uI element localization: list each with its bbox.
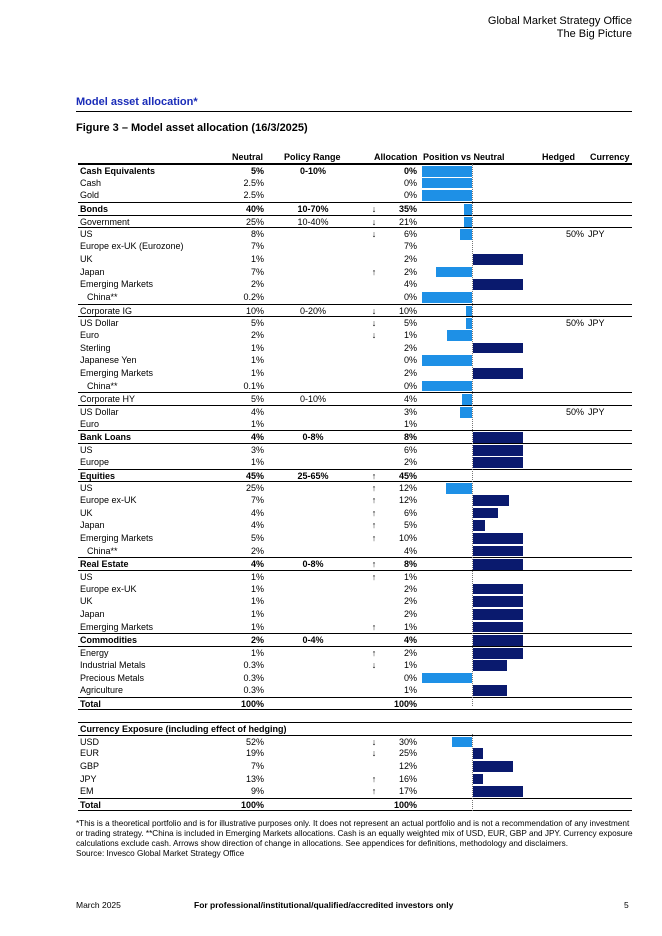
position-bar (447, 330, 472, 341)
allocation-neutral: 4% (250, 520, 264, 531)
allocation-allocation: 1% (403, 572, 417, 582)
allocation-allocation: 12% (398, 494, 417, 505)
allocation-allocation: 6% (403, 445, 417, 456)
position-bar (473, 685, 507, 696)
allocation-label: Sterling (80, 342, 111, 353)
allocation-label: Emerging Markets (80, 532, 154, 543)
allocation-neutral: 0.3% (243, 672, 264, 683)
allocation-allocation: 8% (403, 432, 417, 443)
allocation-row (78, 469, 632, 482)
allocation-label: Industrial Metals (80, 659, 146, 670)
position-bar (422, 381, 472, 392)
allocation-allocation: 2% (403, 648, 417, 659)
allocation-range: 0-4% (302, 635, 324, 646)
allocation-allocation: 8% (403, 559, 417, 570)
allocation-row (78, 519, 632, 532)
allocation-label: Emerging Markets (80, 621, 154, 632)
allocation-row (78, 380, 632, 393)
allocation-hedged: 50% (565, 407, 584, 418)
col-allocation: Allocation (374, 152, 418, 162)
allocation-allocation: 7% (403, 241, 417, 252)
allocation-row (78, 329, 632, 342)
fx-label: JPY (80, 773, 97, 784)
allocation-label: Euro (80, 329, 100, 340)
allocation-allocation: 35% (398, 204, 417, 215)
allocation-range: 25-65% (297, 470, 329, 481)
allocation-label: China** (87, 291, 118, 302)
neutral-axis (472, 164, 473, 706)
position-bar (422, 355, 472, 366)
allocation-label: US (80, 445, 93, 456)
fx-row (78, 760, 632, 773)
allocation-allocation: 2% (403, 583, 417, 594)
allocation-allocation: 4% (403, 635, 417, 646)
allocation-row (78, 227, 632, 240)
fx-neutral: 52% (245, 736, 264, 747)
arrow-icon: ↑ (371, 520, 377, 531)
position-bar (473, 761, 513, 772)
allocation-label: Equities (80, 470, 116, 481)
position-bar (473, 584, 523, 595)
position-bar (422, 190, 472, 201)
allocation-range: 0-10% (299, 394, 326, 405)
allocation-label: Emerging Markets (80, 368, 154, 378)
allocation-row (78, 684, 632, 697)
allocation-neutral: 2% (250, 545, 264, 556)
allocation-label: China** (87, 545, 118, 556)
allocation-neutral: 5% (250, 166, 264, 176)
position-bar (473, 508, 498, 519)
allocation-row (78, 595, 632, 608)
allocation-neutral: 0.1% (243, 380, 264, 391)
allocation-label: UK (80, 507, 93, 518)
arrow-icon: ↑ (371, 507, 377, 518)
allocation-neutral: 0.3% (243, 685, 264, 696)
fx-neutral-axis (472, 734, 473, 811)
fx-label: GBP (80, 761, 100, 772)
allocation-label: Europe (80, 456, 110, 467)
allocation-hedged: 50% (565, 229, 584, 240)
allocation-neutral: 45% (245, 470, 264, 481)
allocation-row (78, 494, 632, 507)
allocation-row (78, 507, 632, 520)
position-bar (473, 748, 483, 759)
position-bar (473, 254, 523, 265)
footer-date: March 2025 (76, 900, 121, 910)
allocation-neutral: 10% (245, 305, 264, 316)
allocation-allocation: 6% (403, 229, 417, 240)
allocation-neutral: 4% (250, 432, 264, 443)
allocation-label: Cash (80, 177, 102, 188)
allocation-neutral: 100% (240, 698, 264, 709)
allocation-currency: JPY (588, 229, 605, 240)
arrow-icon: ↑ (371, 483, 377, 494)
arrow-icon: ↓ (371, 318, 377, 329)
figure-title: Figure 3 – Model asset allocation (16/3/2025) (76, 122, 308, 134)
fx-neutral: 9% (250, 786, 264, 797)
allocation-range: 0-8% (302, 559, 324, 570)
allocation-currency: JPY (588, 318, 605, 329)
allocation-allocation: 0% (403, 291, 417, 302)
allocation-row (78, 532, 632, 545)
allocation-label: UK (80, 596, 93, 607)
position-bar (473, 445, 523, 456)
allocation-row (78, 215, 632, 228)
allocation-row (78, 291, 632, 304)
allocation-row (78, 253, 632, 266)
allocation-neutral: 7% (250, 494, 264, 505)
allocation-row (78, 557, 632, 570)
allocation-neutral: 1% (250, 621, 264, 632)
allocation-neutral: 7% (250, 266, 264, 277)
arrow-icon: ↓ (371, 204, 377, 215)
allocation-row (78, 367, 632, 380)
allocation-neutral: 1% (250, 456, 264, 467)
allocation-label: US (80, 229, 93, 240)
fx-neutral: 19% (245, 748, 264, 759)
fx-neutral: 7% (250, 761, 264, 772)
position-bar (473, 368, 523, 379)
allocation-row (78, 189, 632, 202)
allocation-currency: JPY (588, 407, 605, 418)
allocation-label: Japanese Yen (80, 355, 137, 366)
allocation-range: 0-20% (299, 305, 326, 316)
fx-allocation: 16% (398, 773, 417, 784)
allocation-label: Commodities (80, 635, 138, 646)
allocation-allocation: 0% (403, 380, 417, 391)
arrow-icon: ↓ (371, 305, 377, 316)
allocation-label: Total (80, 698, 101, 709)
allocation-neutral: 5% (250, 394, 264, 405)
allocation-label: Europe ex-UK (80, 494, 137, 505)
position-bar (473, 546, 523, 557)
position-bar (473, 786, 523, 797)
allocation-row (78, 672, 632, 685)
allocation-allocation: 4% (403, 279, 417, 290)
position-bar (473, 648, 523, 659)
arrow-icon: ↑ (371, 786, 377, 797)
allocation-range: 10-70% (297, 204, 329, 215)
allocation-allocation: 0% (403, 166, 417, 176)
allocation-allocation: 0% (403, 177, 417, 188)
allocation-allocation: 100% (393, 698, 417, 709)
position-bar (473, 495, 509, 506)
allocation-label: Real Estate (80, 559, 129, 570)
allocation-label: US (80, 572, 93, 582)
fx-title: Currency Exposure (including effect of hedging) (80, 724, 287, 734)
allocation-neutral: 1% (250, 572, 264, 582)
allocation-neutral: 1% (250, 355, 264, 366)
allocation-label: Japan (80, 609, 105, 620)
fx-neutral: 13% (245, 773, 264, 784)
allocation-range: 10-40% (297, 216, 329, 227)
col-hedged: Hedged (542, 152, 576, 162)
allocation-neutral: 4% (250, 507, 264, 518)
allocation-allocation: 2% (403, 342, 417, 353)
allocation-allocation: 2% (403, 596, 417, 607)
arrow-icon: ↑ (371, 532, 377, 543)
allocation-label: Corporate IG (80, 305, 133, 316)
position-bar (422, 166, 472, 177)
allocation-label: Government (80, 216, 130, 227)
allocation-row (78, 164, 632, 177)
fx-label: USD (80, 736, 100, 747)
position-bar (473, 279, 523, 290)
fx-allocation: 25% (398, 748, 417, 759)
position-bar (422, 178, 472, 189)
fx-allocation: 12% (398, 761, 417, 772)
allocation-allocation: 10% (398, 305, 417, 316)
allocation-row (78, 481, 632, 494)
allocation-row (78, 392, 632, 405)
allocation-allocation: 1% (403, 329, 417, 340)
position-bar (473, 457, 523, 468)
allocation-allocation: 1% (403, 418, 417, 429)
arrow-icon: ↓ (371, 229, 377, 240)
page-number: 5 (624, 900, 629, 910)
arrow-icon: ↓ (371, 748, 377, 759)
allocation-allocation: 0% (403, 355, 417, 366)
allocation-allocation: 1% (403, 659, 417, 670)
allocation-label: Agriculture (80, 685, 124, 696)
allocation-row (78, 177, 632, 190)
allocation-row (78, 545, 632, 558)
arrow-icon: ↑ (371, 559, 377, 570)
position-bar (473, 343, 523, 354)
position-bar (473, 596, 523, 607)
allocation-label: Bank Loans (80, 432, 132, 443)
allocation-neutral: 1% (250, 368, 264, 378)
disclaimer-text: *This is a theoretical portfolio and is for illustrative purposes only. It does not represent an actual portfolio and is not a recommendation of any investment or trading strategy. **China is included in Emerging Markets allocations. Cash is an equally weighted mix of USD, EUR, GBP and JPY. Currency exposure calculations exclude cash. Arrows show direction of change in allocations. See appendices for definitions, methodology and disclaimers. (76, 819, 633, 848)
allocation-label: China** (87, 380, 118, 391)
allocation-neutral: 1% (250, 596, 264, 607)
position-bar (460, 229, 472, 240)
allocation-allocation: 1% (403, 621, 417, 632)
section-title: Model asset allocation* (76, 96, 632, 112)
currency-exposure-table (78, 722, 632, 811)
allocation-allocation: 5% (403, 318, 417, 329)
allocation-label: Europe ex-UK (80, 583, 137, 594)
col-currency: Currency (590, 152, 630, 162)
position-bar (462, 394, 472, 405)
allocation-allocation: 2% (403, 456, 417, 467)
allocation-neutral: 5% (250, 532, 264, 543)
arrow-icon: ↑ (371, 773, 377, 784)
allocation-neutral: 4% (250, 559, 264, 570)
position-bar (452, 737, 472, 748)
arrow-icon: ↓ (371, 736, 377, 747)
arrow-icon: ↓ (371, 216, 377, 227)
fx-allocation: 100% (393, 800, 417, 811)
position-bar (473, 660, 507, 671)
allocation-allocation: 4% (403, 545, 417, 556)
allocation-neutral: 3% (250, 445, 264, 456)
allocation-label: US (80, 483, 93, 494)
allocation-allocation: 45% (398, 470, 417, 481)
allocation-allocation: 10% (398, 532, 417, 543)
position-bar (436, 267, 472, 278)
allocation-row (78, 659, 632, 672)
allocation-row (78, 456, 632, 469)
allocation-row (78, 202, 632, 215)
position-bar (473, 774, 483, 785)
col-neutral: Neutral (232, 152, 264, 162)
allocation-row (78, 405, 632, 418)
position-bar (473, 622, 523, 633)
position-bar (422, 673, 472, 684)
allocation-row (78, 316, 632, 329)
allocation-neutral: 2% (250, 329, 264, 340)
allocation-row (78, 266, 632, 279)
allocation-row (78, 646, 632, 659)
allocation-allocation: 2% (403, 253, 417, 264)
arrow-icon: ↓ (371, 329, 377, 340)
allocation-neutral: 1% (250, 342, 264, 353)
position-bar (473, 533, 523, 544)
allocation-label: Precious Metals (80, 672, 145, 683)
allocation-allocation: 0% (403, 672, 417, 683)
allocation-row (78, 278, 632, 291)
allocation-neutral: 4% (250, 407, 264, 418)
allocation-neutral: 5% (250, 318, 264, 329)
publication-name: The Big Picture (556, 28, 632, 40)
allocation-row (78, 304, 632, 317)
allocation-range: 0-10% (299, 166, 326, 176)
position-bar (473, 635, 523, 646)
allocation-allocation: 2% (403, 266, 417, 277)
allocation-allocation: 12% (398, 483, 417, 494)
allocation-row (78, 354, 632, 367)
position-bar (460, 407, 472, 418)
position-bar (464, 217, 472, 228)
allocation-label: Europe ex-UK (Eurozone) (80, 241, 184, 252)
allocation-label: Emerging Markets (80, 279, 154, 290)
position-bar (473, 609, 523, 620)
allocation-row (78, 697, 632, 710)
allocation-label: UK (80, 253, 93, 264)
fx-row (78, 798, 632, 811)
allocation-label: Bonds (80, 204, 108, 215)
allocation-label: Corporate HY (80, 394, 136, 405)
allocation-label: US Dollar (80, 407, 119, 418)
allocation-label: Japan (80, 520, 105, 531)
allocation-allocation: 21% (398, 216, 417, 227)
fx-label: Total (80, 800, 101, 811)
arrow-icon: ↑ (371, 621, 377, 632)
allocation-label: Gold (80, 190, 100, 201)
allocation-row (78, 633, 632, 646)
allocation-label: Cash Equivalents (80, 166, 156, 176)
allocation-row (78, 430, 632, 443)
allocation-neutral: 8% (250, 229, 264, 240)
position-bar (464, 204, 472, 215)
allocation-neutral: 2.5% (243, 190, 264, 201)
position-bar (473, 520, 485, 531)
allocation-row (78, 240, 632, 253)
fx-allocation: 30% (398, 736, 417, 747)
col-policy-range: Policy Range (284, 152, 341, 162)
col-position: Position vs Neutral (423, 152, 505, 162)
office-name: Global Market Strategy Office (487, 15, 632, 27)
allocation-allocation: 2% (403, 368, 417, 378)
position-bar (473, 559, 523, 570)
allocation-label: US Dollar (80, 318, 119, 329)
fx-label: EUR (80, 748, 100, 759)
allocation-neutral: 0.3% (243, 659, 264, 670)
allocation-neutral: 1% (250, 253, 264, 264)
arrow-icon: ↑ (371, 648, 377, 659)
fx-title-row (78, 722, 632, 735)
allocation-allocation: 2% (403, 609, 417, 620)
report-header (488, 15, 632, 41)
allocation-neutral: 1% (250, 583, 264, 594)
allocation-neutral: 2% (250, 635, 264, 646)
allocation-neutral: 0.2% (243, 291, 264, 302)
allocation-allocation: 5% (403, 520, 417, 531)
fx-row (78, 747, 632, 760)
fx-row (78, 785, 632, 798)
allocation-neutral: 25% (245, 216, 264, 227)
allocation-neutral: 2.5% (243, 177, 264, 188)
allocation-range: 0-8% (302, 432, 324, 443)
allocation-allocation: 6% (403, 507, 417, 518)
source-text: Source: Invesco Global Market Strategy Office (76, 849, 245, 858)
allocation-table (78, 164, 632, 710)
allocation-neutral: 2% (250, 279, 264, 290)
arrow-icon: ↑ (371, 572, 377, 582)
allocation-label: Energy (80, 648, 109, 659)
allocation-neutral: 40% (245, 204, 264, 215)
allocation-neutral: 1% (250, 418, 264, 429)
position-bar (446, 483, 472, 494)
footer-audience: For professional/institutional/qualified/accredited investors only (194, 900, 454, 910)
allocation-row (78, 418, 632, 431)
fx-neutral: 100% (240, 800, 264, 811)
fx-row (78, 735, 632, 748)
allocation-hedged: 50% (565, 318, 584, 329)
allocation-label: Japan (80, 266, 105, 277)
allocation-row (78, 621, 632, 634)
allocation-row (78, 443, 632, 456)
arrow-icon: ↑ (371, 470, 377, 481)
allocation-label: Euro (80, 418, 100, 429)
allocation-allocation: 3% (403, 407, 417, 418)
allocation-neutral: 1% (250, 648, 264, 659)
arrow-icon: ↓ (371, 659, 377, 670)
position-bar (473, 432, 523, 443)
position-bar (422, 292, 472, 303)
fx-row (78, 773, 632, 786)
fx-allocation: 17% (398, 786, 417, 797)
allocation-allocation: 0% (403, 190, 417, 201)
allocation-row (78, 583, 632, 596)
fx-label: EM (80, 786, 94, 797)
allocation-neutral: 25% (245, 483, 264, 494)
allocation-row (78, 608, 632, 621)
allocation-row (78, 570, 632, 583)
arrow-icon: ↑ (371, 266, 377, 277)
allocation-row (78, 342, 632, 355)
footnote (76, 819, 636, 859)
arrow-icon: ↑ (371, 494, 377, 505)
allocation-neutral: 7% (250, 241, 264, 252)
allocation-allocation: 1% (403, 685, 417, 696)
allocation-allocation: 4% (403, 394, 417, 405)
allocation-neutral: 1% (250, 609, 264, 620)
